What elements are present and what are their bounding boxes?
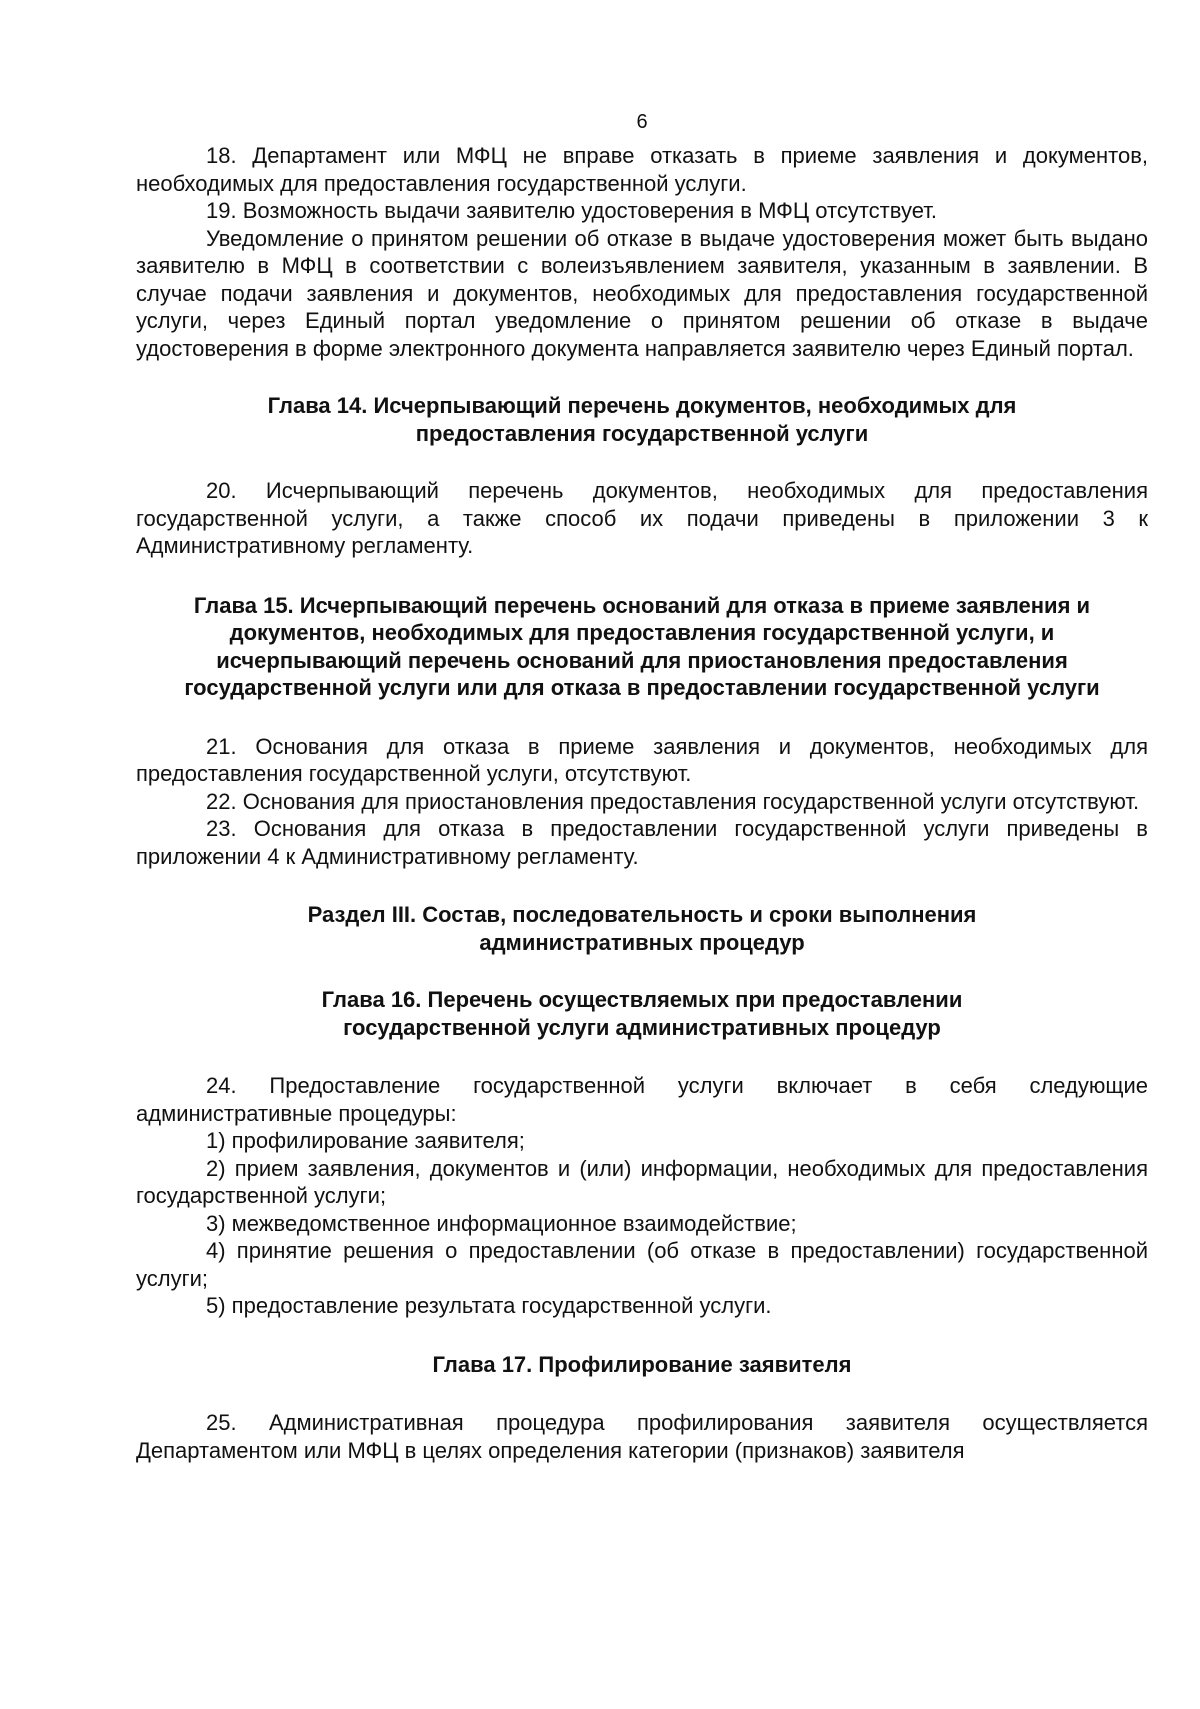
- list-item-3: 3) межведомственное информационное взаимодействие;: [206, 1210, 797, 1236]
- section-3-heading: Раздел III. Состав, последовательность и сроки выполнения административных процедур: [307, 902, 977, 955]
- page-number: 6: [636, 111, 648, 133]
- list-item-5: 5) предоставление результата государственной услуги.: [206, 1293, 772, 1318]
- list-item-2: 2) прием заявления, документов и (или) информации, необходимых для предоставления государственной услуги;: [136, 1155, 1148, 1208]
- list-item-1: 1) профилирование заявителя;: [206, 1128, 525, 1153]
- paragraph-19: 19. Возможность выдачи заявителю удостоверения в МФЦ отсутствует.: [206, 198, 937, 223]
- document-body: [136, 142, 1148, 1464]
- chapter-16-heading: Глава 16. Перечень осуществляемых при предоставлении государственной услуги административных процедур: [321, 987, 963, 1040]
- chapter-15-heading: Глава 15. Исчерпывающий перечень оснований для отказа в приеме заявления и документов, необходимых для предоставления государственной услуги, и исчерпывающий перечень оснований для приостановления предоставления государственной услуги или для отказа в предоставлении государственной услуги: [184, 592, 1100, 700]
- list-item-4: 4) принятие решения о предоставлении (об отказе в предоставлении) государственной услуги;: [136, 1238, 1148, 1291]
- paragraph-18: 18. Департамент или МФЦ не вправе отказать в приеме заявления и документов, необходимых для предоставления государственной услуги.: [136, 143, 1148, 196]
- paragraph-22: 22. Основания для приостановления предоставления государственной услуги отсутствуют.: [206, 788, 1140, 814]
- chapter-17-heading: Глава 17. Профилирование заявителя: [432, 1351, 852, 1377]
- chapter-14-heading: Глава 14. Исчерпывающий перечень документов, необходимых для предоставления государственной услуги: [267, 393, 1017, 446]
- paragraph-notice: Уведомление о принятом решении об отказе в выдаче удостоверения может быть выдано заявителю в МФЦ в соответствии с волеизъявлением заявителя, указанным в заявлении. В случае подачи заявления и документов, необходимых для предоставления государственной услуги, через Единый портал уведомление о принятом решении об отказе в выдаче удостоверения в форме электронного документа направляется заявителю через Единый портал.: [136, 225, 1148, 361]
- paragraph-20: 20. Исчерпывающий перечень документов, необходимых для предоставления государственной услуги, а также способ их подачи приведены в приложении 3 к Административному регламенту.: [136, 478, 1148, 558]
- paragraph-21: 21. Основания для отказа в приеме заявления и документов, необходимых для предоставления государственной услуги, отсутствуют.: [136, 733, 1148, 786]
- paragraph-23: 23. Основания для отказа в предоставлении государственной услуги приведены в приложении 4 к Административному регламенту.: [136, 816, 1148, 869]
- paragraph-24: 24. Предоставление государственной услуги включает в себя следующие административные процедуры:: [136, 1073, 1148, 1126]
- paragraph-25: 25. Административная процедура профилирования заявителя осуществляется Департаментом или МФЦ в целях определения категории (признаков) заявителя: [136, 1410, 1148, 1463]
